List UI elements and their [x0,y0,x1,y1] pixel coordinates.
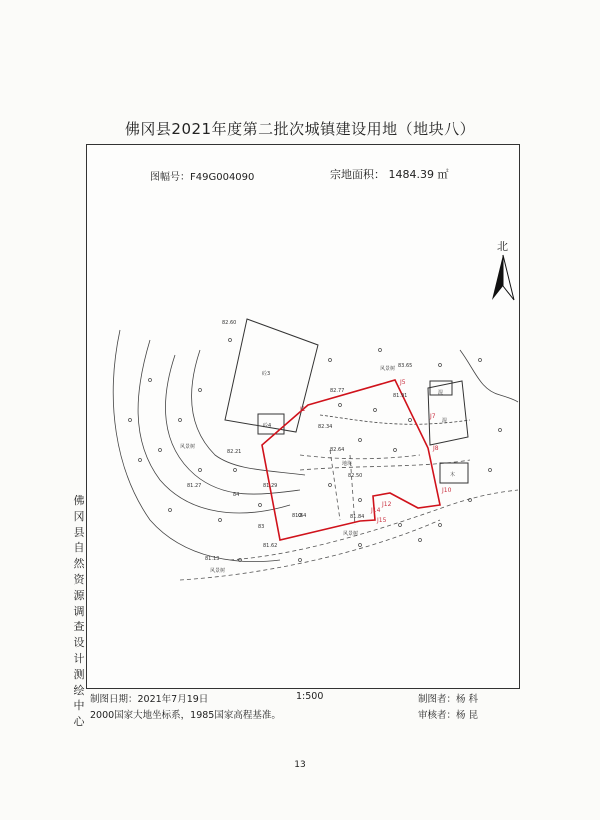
spot-height: 81.62 [263,543,278,549]
org-char: 资 [73,572,85,586]
building-label: 木 [450,472,456,478]
boundary-point-label: J12 [382,501,392,508]
boundary-point-label: J8 [433,445,439,452]
footer-drawer: 制图者：杨 科 [418,694,479,705]
spot-height: 83.65 [398,363,413,369]
vegetation-label: 风景树 [380,366,396,372]
building-label: 砼4 [263,423,272,429]
boundary-point-label: J7 [430,413,436,420]
north-arrow-icon [492,255,514,300]
spot-height: 81.13 [205,556,220,562]
spot-height: 81.29 [263,483,278,489]
org-char: 设 [73,636,85,650]
contour-label: 84 [233,492,240,498]
footer-scale: 1:500 [296,691,324,702]
org-char: 测 [73,667,85,681]
building-label: 混 [442,418,448,424]
footer-coordinate-system: 2000国家大地坐标系，1985国家高程基准。 [90,710,281,721]
boundary-point-label: J15 [377,517,387,524]
spot-height: 82.60 [222,320,237,326]
footer-date: 制图日期：2021年7月19日 [90,694,209,705]
org-char: 调 [73,604,85,618]
spot-height: 81.91 [393,393,408,399]
boundary-point-label: J10 [442,487,452,494]
contour-label: 83 [258,524,265,530]
contour-lines [113,330,518,562]
road-label: 地块 [342,461,353,467]
parcel-area: 宗地面积： 1484.39 ㎡ [330,168,449,181]
org-char: 中 [73,699,85,713]
org-char: 绘 [73,683,85,697]
org-char: 计 [73,651,85,665]
building-label: 砼3 [262,371,271,377]
org-char: 自 [73,541,85,555]
side-organization [72,493,86,730]
spot-height: 81.64 [292,513,307,519]
org-char: 然 [73,557,85,571]
boundary-point-label: J14 [371,507,381,514]
spot-height: 82.50 [348,473,363,479]
org-char: 县 [73,525,85,539]
vegetation-label: 风景树 [210,568,226,574]
north-label: 北 [497,240,508,253]
boundary-point-label: J5 [400,379,406,386]
map-title: 佛冈县2021年度第二批次城镇建设用地（地块八） [124,120,476,138]
spot-height: 81.27 [187,483,202,489]
vegetation-label: 风景树 [180,444,196,450]
sheet-number: 图幅号：F49G004090 [150,172,255,183]
building-label: 混 [438,390,444,396]
spot-height: 82.34 [318,424,333,430]
boundary-point-label: J1 [300,406,306,413]
org-char: 冈 [73,509,85,523]
spot-height: 81.84 [350,514,365,520]
footer-reviewer: 审核者：杨 昆 [418,710,479,721]
spot-height: 82.64 [330,447,345,453]
building-concrete-3 [225,319,318,432]
org-char: 查 [73,620,85,634]
org-char: 心 [73,715,85,729]
spot-dots [129,339,502,562]
vegetation-label: 风景树 [343,531,359,537]
org-char: 佛 [73,494,85,507]
spot-height: 82.21 [227,449,242,455]
org-char: 源 [73,588,85,602]
spot-height: 82.77 [330,388,345,394]
buildings [225,319,468,483]
page-number: 13 [294,760,306,770]
